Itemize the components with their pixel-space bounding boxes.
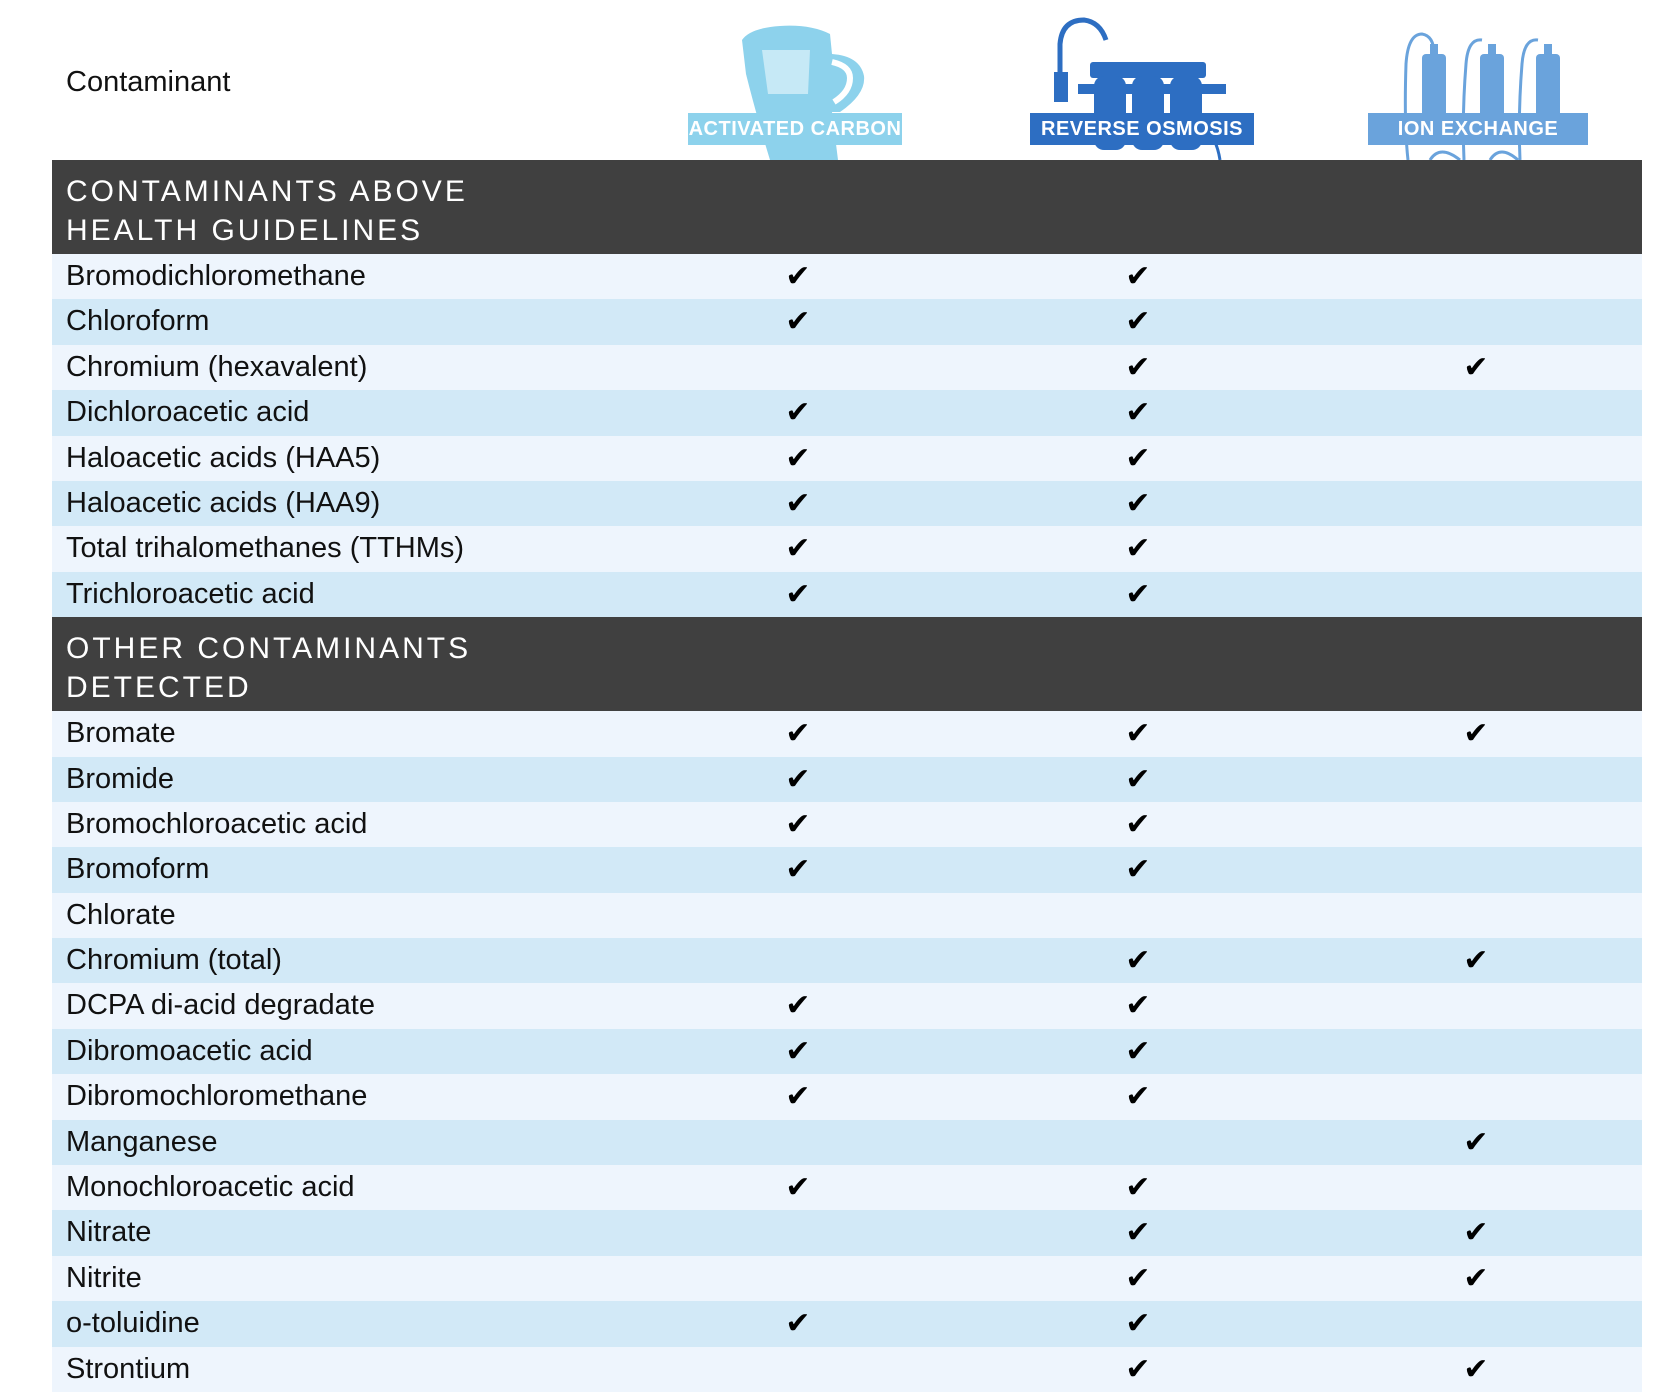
contaminant-name: DCPA di-acid degradate bbox=[66, 989, 375, 1022]
check-mark-reverse-osmosis: ✔ bbox=[1125, 396, 1151, 430]
check-mark-ion-exchange: ✔ bbox=[1463, 717, 1489, 751]
section-rows-above-guidelines bbox=[52, 254, 1642, 617]
table-row bbox=[52, 1074, 1642, 1119]
section-rows-other-detected bbox=[52, 711, 1642, 1392]
table-row bbox=[52, 893, 1642, 938]
check-mark-reverse-osmosis: ✔ bbox=[1125, 486, 1151, 520]
table-header bbox=[0, 0, 1678, 160]
check-mark-activated-carbon: ✔ bbox=[785, 1080, 811, 1114]
column-activated-carbon bbox=[690, 14, 950, 160]
check-mark-activated-carbon: ✔ bbox=[785, 441, 811, 475]
check-mark-ion-exchange: ✔ bbox=[1463, 1216, 1489, 1250]
check-mark-activated-carbon: ✔ bbox=[785, 989, 811, 1023]
table-row bbox=[52, 1029, 1642, 1074]
contaminant-name: Bromate bbox=[66, 717, 176, 750]
contaminant-name: Dibromochloromethane bbox=[66, 1080, 368, 1113]
column-reverse-osmosis bbox=[1030, 14, 1290, 160]
section-title-line: OTHER CONTAMINANTS bbox=[66, 632, 472, 666]
check-mark-reverse-osmosis: ✔ bbox=[1125, 1261, 1151, 1295]
section-header-other-detected bbox=[52, 617, 1642, 711]
contaminant-name: Nitrate bbox=[66, 1216, 152, 1249]
table-row bbox=[52, 572, 1642, 617]
check-mark-activated-carbon: ✔ bbox=[785, 577, 811, 611]
check-mark-activated-carbon: ✔ bbox=[785, 486, 811, 520]
contaminant-name: Bromoform bbox=[66, 853, 210, 886]
check-mark-reverse-osmosis: ✔ bbox=[1125, 853, 1151, 887]
column-ion-exchange bbox=[1370, 14, 1630, 160]
contaminant-name: Total trihalomethanes (TTHMs) bbox=[66, 532, 465, 565]
contaminant-name: Haloacetic acids (HAA5) bbox=[66, 441, 381, 474]
check-mark-activated-carbon: ✔ bbox=[785, 305, 811, 339]
contaminant-name: Bromodichloromethane bbox=[66, 260, 366, 292]
check-mark-reverse-osmosis: ✔ bbox=[1125, 807, 1151, 841]
table-row bbox=[52, 711, 1642, 756]
check-mark-ion-exchange: ✔ bbox=[1463, 1125, 1489, 1159]
table-row bbox=[52, 938, 1642, 983]
check-mark-reverse-osmosis: ✔ bbox=[1125, 717, 1151, 751]
check-mark-activated-carbon: ✔ bbox=[785, 807, 811, 841]
section-title-line: DETECTED bbox=[66, 671, 252, 705]
check-mark-ion-exchange: ✔ bbox=[1463, 1261, 1489, 1295]
table-row bbox=[52, 1301, 1642, 1346]
contaminant-name: Chromium (total) bbox=[66, 944, 282, 977]
contaminant-name: Haloacetic acids (HAA9) bbox=[66, 486, 381, 519]
column-label-reverse-osmosis: REVERSE OSMOSIS bbox=[1030, 113, 1254, 145]
table-row bbox=[52, 345, 1642, 390]
check-mark-activated-carbon: ✔ bbox=[785, 853, 811, 887]
contaminant-name: Monochloroacetic acid bbox=[66, 1171, 355, 1204]
table-row bbox=[52, 1165, 1642, 1210]
table-row bbox=[52, 436, 1642, 481]
check-mark-ion-exchange: ✔ bbox=[1463, 944, 1489, 978]
check-mark-reverse-osmosis: ✔ bbox=[1125, 1216, 1151, 1250]
contaminant-name: Dibromoacetic acid bbox=[66, 1034, 313, 1067]
column-label-activated-carbon: ACTIVATED CARBON bbox=[688, 113, 902, 145]
check-mark-reverse-osmosis: ✔ bbox=[1125, 1080, 1151, 1114]
check-mark-ion-exchange: ✔ bbox=[1463, 1352, 1489, 1386]
check-mark-reverse-osmosis: ✔ bbox=[1125, 260, 1151, 293]
section-title-line: CONTAMINANTS ABOVE bbox=[66, 175, 468, 208]
check-mark-ion-exchange: ✔ bbox=[1463, 350, 1489, 384]
contaminant-name: Trichloroacetic acid bbox=[66, 577, 315, 610]
column-label-ion-exchange: ION EXCHANGE bbox=[1368, 113, 1588, 145]
check-mark-reverse-osmosis: ✔ bbox=[1125, 350, 1151, 384]
table-row bbox=[52, 1256, 1642, 1301]
check-mark-reverse-osmosis: ✔ bbox=[1125, 762, 1151, 796]
table-row bbox=[52, 983, 1642, 1028]
check-mark-activated-carbon: ✔ bbox=[785, 396, 811, 430]
table-row bbox=[52, 802, 1642, 847]
check-mark-reverse-osmosis: ✔ bbox=[1125, 441, 1151, 475]
check-mark-reverse-osmosis: ✔ bbox=[1125, 1307, 1151, 1341]
table-row bbox=[52, 757, 1642, 802]
check-mark-reverse-osmosis: ✔ bbox=[1125, 1034, 1151, 1068]
contaminant-name: Strontium bbox=[66, 1352, 191, 1385]
table-row bbox=[52, 1347, 1642, 1392]
contaminant-name: Chloroform bbox=[66, 305, 210, 338]
check-mark-reverse-osmosis: ✔ bbox=[1125, 989, 1151, 1023]
contaminant-column-header: Contaminant bbox=[66, 66, 231, 98]
section-header-above-guidelines bbox=[52, 160, 1642, 254]
table-row bbox=[52, 847, 1642, 892]
table-row bbox=[52, 390, 1642, 435]
check-mark-activated-carbon: ✔ bbox=[785, 260, 811, 293]
check-mark-reverse-osmosis: ✔ bbox=[1125, 1171, 1151, 1205]
section-title-line: HEALTH GUIDELINES bbox=[66, 214, 424, 247]
contaminant-name: Bromide bbox=[66, 762, 174, 795]
check-mark-activated-carbon: ✔ bbox=[785, 532, 811, 566]
check-mark-activated-carbon: ✔ bbox=[785, 717, 811, 751]
check-mark-reverse-osmosis: ✔ bbox=[1125, 305, 1151, 339]
contaminant-name: Dichloroacetic acid bbox=[66, 396, 310, 429]
table-row bbox=[52, 481, 1642, 526]
table-row bbox=[52, 299, 1642, 344]
contaminant-table bbox=[52, 160, 1642, 1392]
contaminant-name: Bromochloroacetic acid bbox=[66, 807, 368, 840]
table-row bbox=[52, 254, 1642, 299]
table-row bbox=[52, 1210, 1642, 1255]
check-mark-activated-carbon: ✔ bbox=[785, 762, 811, 796]
check-mark-reverse-osmosis: ✔ bbox=[1125, 577, 1151, 611]
contaminant-name: o-toluidine bbox=[66, 1307, 200, 1340]
contaminant-name: Manganese bbox=[66, 1125, 218, 1158]
check-mark-reverse-osmosis: ✔ bbox=[1125, 944, 1151, 978]
check-mark-activated-carbon: ✔ bbox=[785, 1307, 811, 1341]
check-mark-reverse-osmosis: ✔ bbox=[1125, 532, 1151, 566]
table-row bbox=[52, 1120, 1642, 1165]
check-mark-reverse-osmosis: ✔ bbox=[1125, 1352, 1151, 1386]
contaminant-name: Chlorate bbox=[66, 898, 176, 931]
contaminant-name: Nitrite bbox=[66, 1261, 142, 1294]
check-mark-activated-carbon: ✔ bbox=[785, 1034, 811, 1068]
contaminant-name: Chromium (hexavalent) bbox=[66, 350, 368, 383]
table-row bbox=[52, 526, 1642, 571]
check-mark-activated-carbon: ✔ bbox=[785, 1171, 811, 1205]
